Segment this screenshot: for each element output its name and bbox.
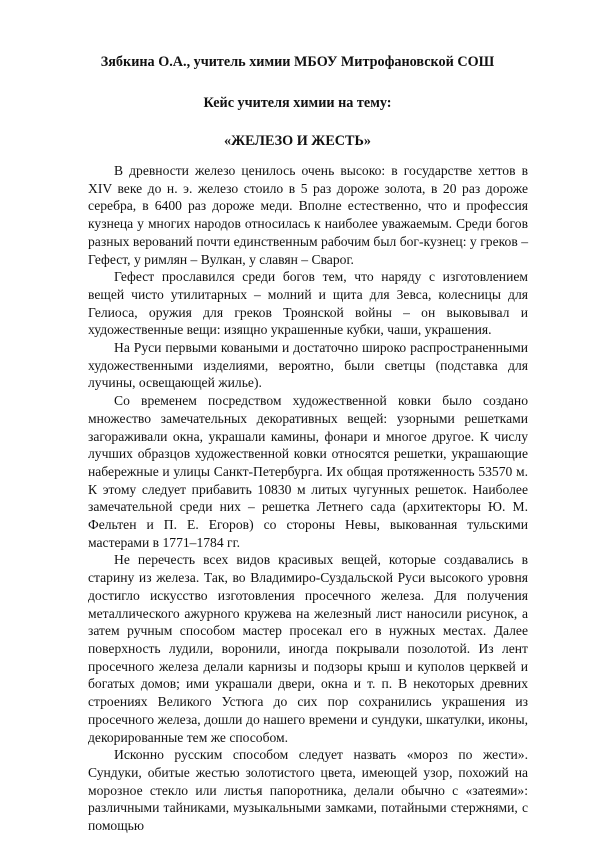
- document-body: [88, 162, 528, 835]
- case-title: Кейс учителя химии на тему:: [203, 95, 392, 111]
- paragraph-rus-svetets: На Руси первыми коваными и достаточно широко распространенными художественными изделиями, вероятно, были светцы (подставка для лучины, освещающей жилье).: [88, 340, 528, 391]
- paragraph-forging: Со временем посредством художественной ковки было создано множество замечательных декоративных вещей: узорными решетками загораживали окна, украшали камины, фонари и многое другое. К числу лучших образцов художественной ковки относятся решетки, украшающие набережные и улицы Санкт-Петербурга. Их общая протяженность 53570 м. К этому следует прибавить 10830 м литых чугунных решеток. Наиболее замечательной среди них – решетка Летнего сада (архитекторы Ю. М. Фельтен и П. Е. Егоров) со стороны Невы, выкованная тульскими мастерами в 1771–1784 гг.: [88, 393, 528, 550]
- paragraph-frost-on-tin: Исконно русским способом следует назвать «мороз по жести». Сундуки, обитые жестью золотистого цвета, имеющей узор, похожий на морозное стекло или листья папоротника, делали обычно с «затеями»: различными тайниками, музыкальными замками, потайными стержнями, с помощью: [88, 747, 528, 834]
- author-line: Зябкина О.А., учитель химии МБОУ Митрофановской СОШ: [100, 54, 495, 70]
- paragraph-history: В древности железо ценилось очень высоко: в государстве хеттов в XIV веке до н. э. железо стоило в 5 раз дороже золота, в 20 раз дороже серебра, в 6400 раз дороже меди. Вполне естественно, что и профессия кузнеца у многих народов относилась к наиболее уважаемым. Среди богов разных верований почти единственным рабочим был бог-кузнец: у греков – Гефест, у римлян – Вулкан, у славян – Сварог.: [88, 163, 528, 267]
- paragraph-pierced-iron: Не перечесть всех видов красивых вещей, которые создавались в старину из железа. Так, во Владимиро-Суздальской Руси высокого уровня достигло искусство изготовления просечного железа. Для получения металлического ажурного кружева на железный лист наносили рисунок, а затем ручным способом мастер просекал его в нужных местах. Далее поверхность лудили, воронили, иногда покрывали позолотой. Из лент просечного железа делали карнизы и подзоры крыш и куполов церквей и богатых домов; ими украшали двери, окна и т. п. В некоторых древних строениях Великого Устюга до сих пор сохранились украшения из просечного железа, дошли до нашего времени и сундуки, шкатулки, иконы, декорированные тем же способом.: [88, 552, 528, 745]
- topic-title: «ЖЕЛЕЗО И ЖЕСТЬ»: [224, 133, 371, 149]
- paragraph-hephaestus: Гефест прославился среди богов тем, что наряду с изготовлением вещей чисто утилитарных – молний и щита для Зевса, колесницы для Гелиоса, оружия для греков Троянской войны – он выковывал и художественные вещи: изящно украшенные кубки, чаши, украшения.: [88, 269, 528, 338]
